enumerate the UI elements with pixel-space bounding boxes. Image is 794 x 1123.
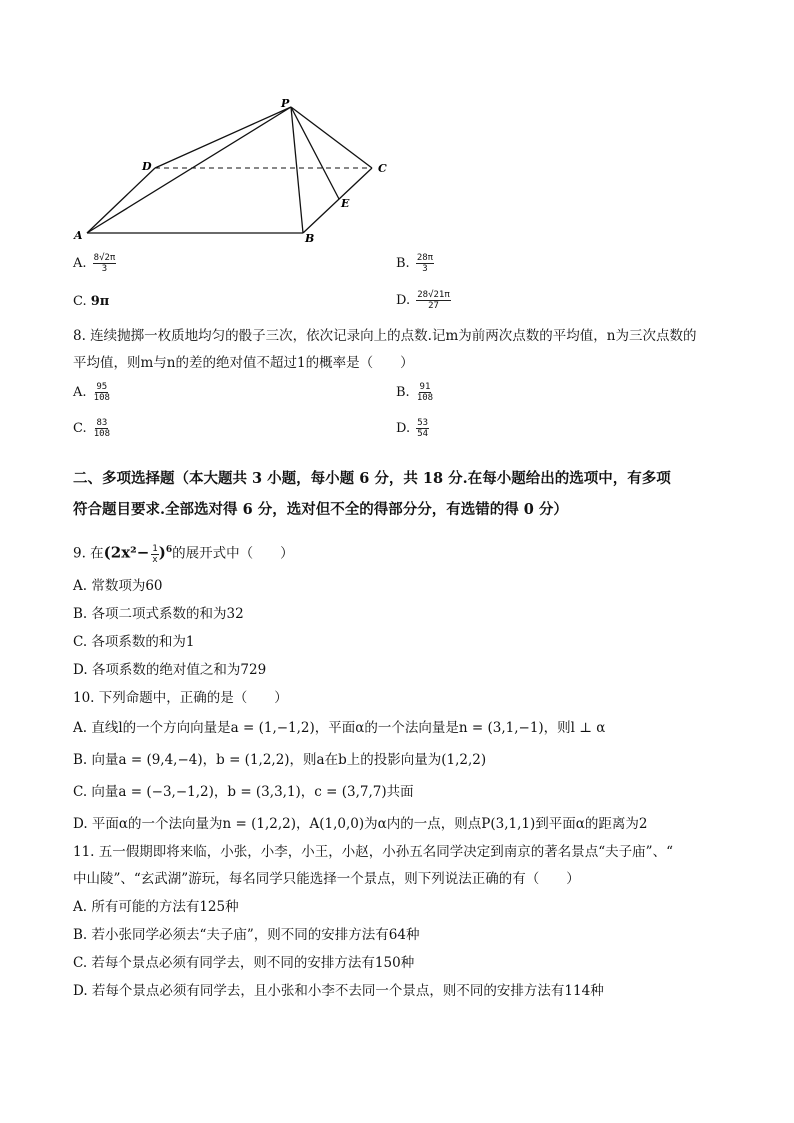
label-a: A (74, 229, 83, 242)
pyramid-figure (70, 95, 400, 250)
q9-stem: 9. 在(2x²− $\frac{1}{x}$ )$^6$的展开式中（ ） (73, 543, 294, 565)
q9-option-a[interactable]: A. 常数项为60 (73, 578, 163, 594)
label-c: C (378, 162, 387, 175)
q9-option-b[interactable]: B. 各项二项式系数的和为32 (73, 606, 244, 622)
q8-option-d[interactable]: D. $\frac{53}{54}$ (396, 418, 429, 439)
q7-b-fraction: $\frac{28\pi}{3}$ (416, 253, 434, 274)
q10-stem: 10. 下列命题中，正确的是（ ） (73, 690, 288, 706)
q7-d-fraction: $\frac{28√21\pi}{27}$ (417, 290, 450, 311)
q11-option-c[interactable]: C. 若每个景点必须有同学去，则不同的安排方法有150种 (73, 955, 415, 971)
q8-stem-line1: 8. 连续抛掷一枚质地均匀的骰子三次，依次记录向上的点数.记m为前两次点数的平均值，n为三次点数的 (73, 328, 697, 344)
q8-b-fraction: $\frac{91}{108}$ (416, 382, 434, 403)
q11-stem-line2: 中山陵”、“玄武湖”游玩，每名同学只能选择一个景点，则下列说法正确的有（ ） (73, 871, 580, 887)
q8-option-c[interactable]: C. $\frac{83}{108}$ (73, 418, 111, 439)
q7-option-c[interactable]: C. 9π (73, 294, 110, 309)
label-e: E (341, 197, 350, 210)
q10-option-c[interactable]: C. 向量a = (−3,−1,2)，b = (3,3,1)，c = (3,7,7)共面 (73, 784, 414, 800)
section2-heading-line1: 二、多项选择题（本大题共 3 小题，每小题 6 分，共 18 分.在每小题给出的选项中，有多项 (73, 470, 671, 487)
q9-option-c[interactable]: C. 各项系数的和为1 (73, 634, 195, 650)
q8-option-b[interactable]: B. $\frac{91}{108}$ (396, 382, 434, 403)
q8-d-fraction: $\frac{53}{54}$ (417, 418, 429, 439)
q11-option-b[interactable]: B. 若小张同学必须去“夫子庙”，则不同的安排方法有64种 (73, 927, 420, 943)
q7-a-fraction: $\frac{8√2\pi}{3}$ (93, 253, 116, 274)
q9-fraction: $\frac{1}{x}$ (152, 543, 158, 565)
q8-option-a[interactable]: A. $\frac{95}{108}$ (73, 382, 110, 403)
q8-stem-line2: 平均值，则m与n的差的绝对值不超过1的概率是（ ） (73, 355, 414, 371)
label-d: D (142, 160, 152, 173)
q8-c-fraction: $\frac{83}{108}$ (93, 418, 111, 439)
q11-stem-line1: 11. 五一假期即将来临，小张，小李，小王，小赵，小孙五名同学决定到南京的著名景点“夫子庙”、“ (73, 844, 673, 860)
q11-option-d[interactable]: D. 若每个景点必须有同学去，且小张和小李不去同一个景点，则不同的安排方法有114种 (73, 983, 604, 999)
label-b: B (305, 232, 315, 245)
q10-option-b[interactable]: B. 向量a = (9,4,−4)，b = (1,2,2)，则a在b上的投影向量为(1,2,2) (73, 752, 487, 768)
q7-option-a[interactable]: A. $\frac{8√2\pi}{3}$ (73, 253, 116, 274)
q8-a-fraction: $\frac{95}{108}$ (93, 382, 110, 403)
q10-option-d[interactable]: D. 平面α的一个法向量为n = (1,2,2)，A(1,0,0)为α内的一点，则点P(3,1,1)到平面α的距离为2 (73, 816, 648, 832)
section2-heading-line2: 符合题目要求.全部选对得 6 分，选对但不全的得部分分，有选错的得 0 分） (73, 501, 568, 518)
q9-option-d[interactable]: D. 各项系数的绝对值之和为729 (73, 662, 267, 678)
label-p: P (281, 97, 290, 110)
q7-option-d[interactable]: D. $\frac{28√21\pi}{27}$ (396, 290, 450, 311)
q10-option-a[interactable]: A. 直线l的一个方向向量是a = (1,−1,2)，平面α的一个法向量是n = (3,1,−1)，则l ⊥ α (73, 720, 606, 736)
q11-option-a[interactable]: A. 所有可能的方法有125种 (73, 899, 239, 915)
q7-option-b[interactable]: B. $\frac{28\pi}{3}$ (396, 253, 434, 274)
